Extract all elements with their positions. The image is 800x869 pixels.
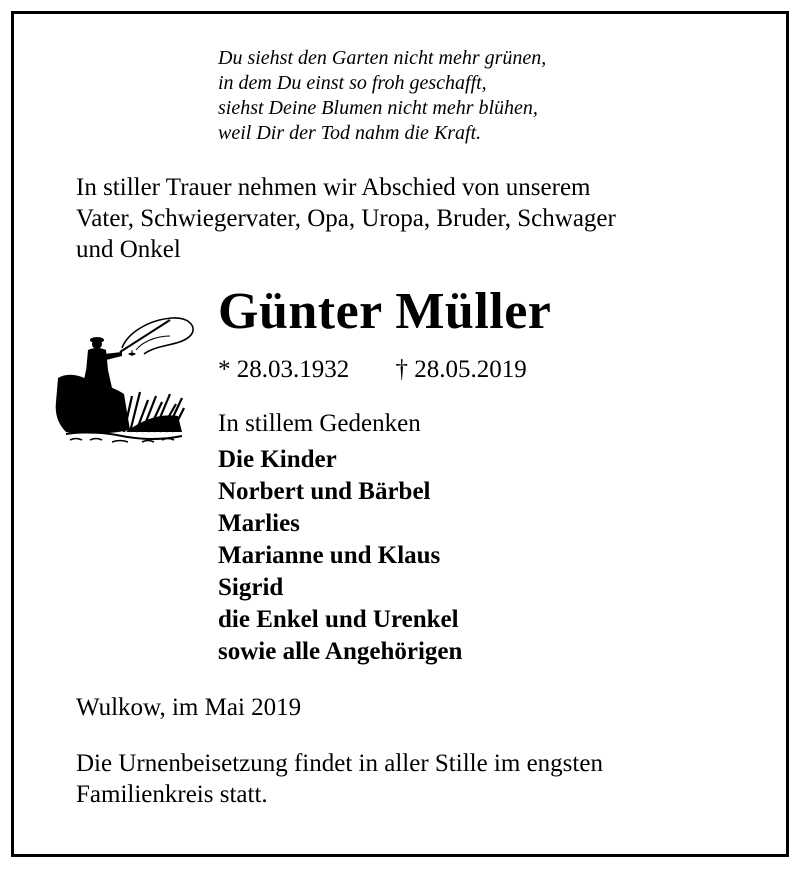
intro-line: In stiller Trauer nehmen wir Abschied von unserem	[76, 174, 591, 201]
intro-line: Vater, Schwiegervater, Opa, Uropa, Bruder, Schwager	[76, 205, 616, 232]
intro-text	[76, 172, 616, 265]
mourner-line: Die Kinder	[218, 446, 337, 473]
mourner-line: sowie alle Angehörigen	[218, 638, 463, 665]
mourner-line: Marlies	[218, 510, 300, 537]
poem-line: Du siehst den Garten nicht mehr grünen,	[218, 47, 547, 69]
birth-date: * 28.03.1932	[218, 356, 350, 383]
poem	[218, 46, 546, 146]
death-date: † 28.05.2019	[395, 356, 527, 383]
mourners-list	[218, 444, 462, 668]
mourner-line: Marianne und Klaus	[218, 542, 441, 569]
memory-label: In stillem Gedenken	[218, 410, 421, 437]
place-date: Wulkow, im Mai 2019	[76, 694, 302, 721]
burial-line: Familienkreis statt.	[76, 781, 268, 808]
life-dates	[218, 354, 527, 386]
deceased-name: Günter Müller	[218, 283, 552, 340]
poem-line: in dem Du einst so froh geschafft,	[218, 72, 487, 94]
mourner-line: die Enkel und Urenkel	[218, 606, 459, 633]
poem-line: siehst Deine Blumen nicht mehr blühen,	[218, 97, 538, 119]
mourner-line: Norbert und Bärbel	[218, 478, 431, 505]
burial-line: Die Urnenbeisetzung findet in aller Stille im engsten	[76, 750, 603, 777]
burial-note	[76, 748, 603, 810]
poem-line: weil Dir der Tod nahm die Kraft.	[218, 122, 482, 144]
intro-line: und Onkel	[76, 236, 181, 263]
mourner-line: Sigrid	[218, 574, 284, 601]
angler-silhouette-icon	[52, 312, 202, 452]
